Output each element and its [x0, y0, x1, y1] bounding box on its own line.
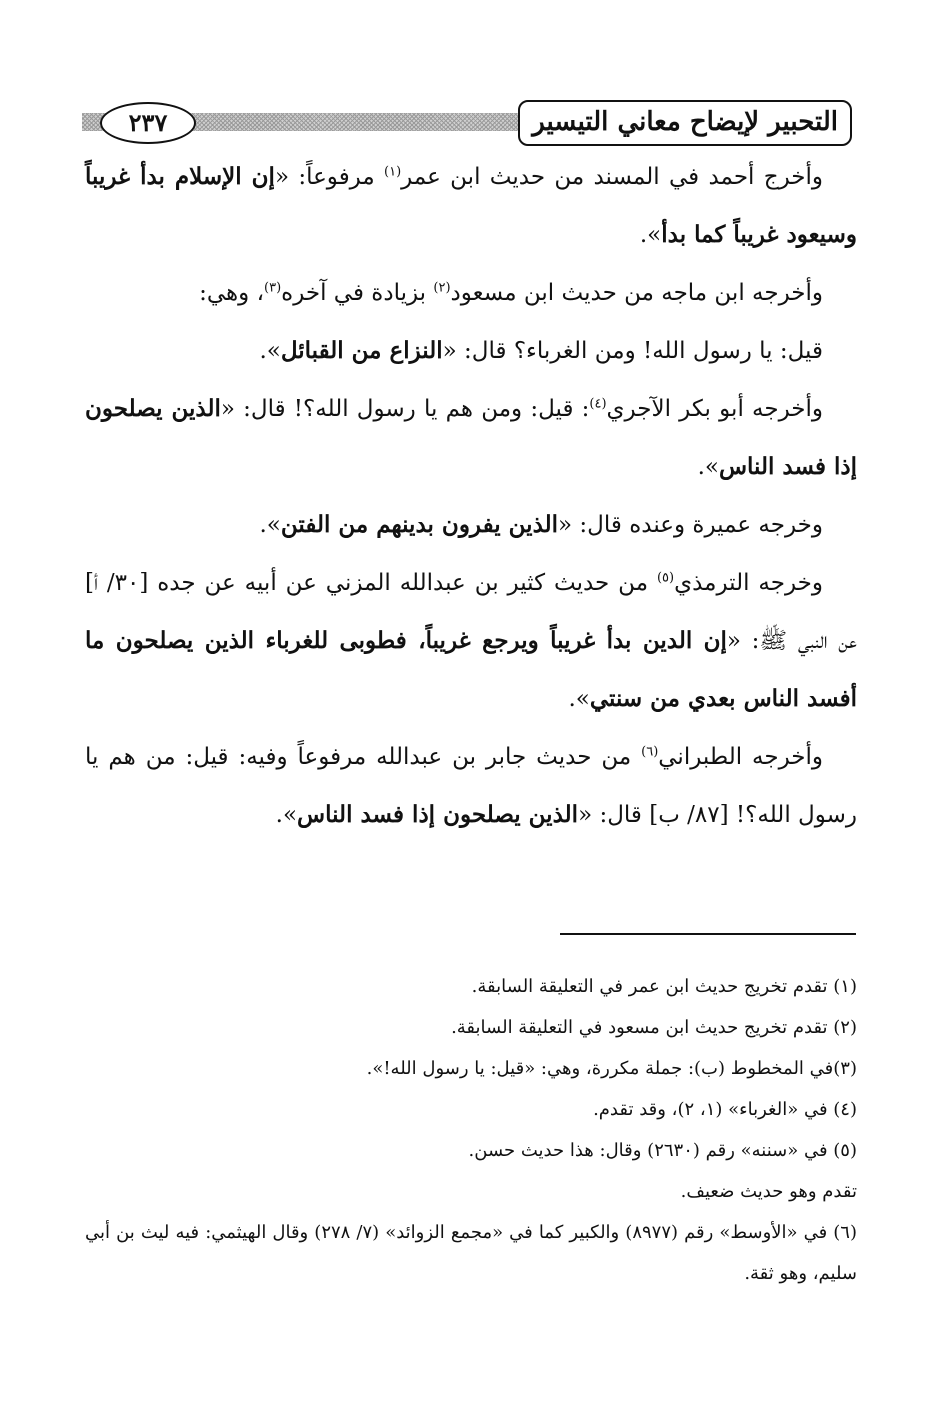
hadith-quote: إن الدين بدأ غريباً ويرجع غريباً، فطوبى للغرباء الذين يصلحون ما أفسد الناس بعدي من سنتي [85, 627, 857, 712]
footnote: (٥) في «سننه» رقم (٢٦٣٠) وقال: هذا حديث حسن. [468, 1140, 857, 1161]
footnote-ref: (١) [384, 164, 402, 180]
text-run: ». [697, 454, 719, 480]
footnote-ref: (٣) [264, 280, 282, 296]
text-run: بزيادة في آخره [281, 280, 434, 306]
paragraph [85, 728, 857, 844]
text-run: وأخرجه ابن ماجه من حديث ابن مسعود [450, 280, 823, 306]
footnote-ref: (٥) [656, 570, 675, 586]
text-run: وأخرج أحمد في المسند من حديث ابن عمر [401, 164, 823, 190]
text-run: وخرجه الترمذي [674, 570, 823, 596]
main-text [85, 148, 857, 844]
hadith-quote: الذين يصلحون إذا فسد الناس [297, 801, 579, 828]
text-run: ». [275, 802, 298, 828]
footnotes [85, 966, 857, 1294]
paragraph [85, 554, 857, 728]
paragraph [85, 264, 857, 322]
hadith-quote: الذين يفرون بدينهم من الفتن [280, 511, 559, 538]
footnote: (٢) تقدم تخريج حديث ابن مسعود في التعليقة السابقة. [451, 1017, 857, 1038]
footnote: (٤) في «الغرباء» (١، ٢)، وقد تقدم. [593, 1099, 857, 1120]
text-run: ». [639, 222, 662, 248]
text-run: ». [259, 512, 281, 538]
text-run: ». [259, 338, 281, 364]
footnote: (٦) في «الأوسط» رقم (٨٩٧٧) والكبير كما في «مجمع الزوائد» (٧/ ٢٧٨) وقال الهيثمي: فيه ليث بن أبي سليم، وهو ثقة. [85, 1222, 857, 1284]
text-run: وخرجه عميرة وعنده قال: « [558, 512, 823, 538]
footnote: تقدم وهو حديث ضعيف. [680, 1181, 857, 1202]
footnote-ref: (٤) [589, 396, 607, 412]
text-run: : قيل: ومن هم يا رسول الله؟! قال: « [220, 396, 590, 422]
paragraph [85, 380, 857, 496]
text-run: وأخرجه الطبراني [658, 744, 824, 770]
text-run: من حديث جابر بن عبدالله مرفوعاً وفيه: قيل: من هم يا رسول الله؟! [٨٧/ ب] قال: « [85, 744, 857, 828]
text-run: وأخرجه أبو بكر الآجري [606, 396, 823, 422]
text-run: مرفوعاً: « [274, 164, 384, 190]
hadith-quote: إن الإسلام بدأ غريباً وسيعود غريباً كما بدأ [85, 163, 857, 248]
running-header [82, 100, 852, 146]
book-title: التحبير لإيضاح معاني التيسير [518, 100, 852, 146]
footnote: (٣)في المخطوط (ب): جملة مكررة، وهي: «قيل: يا رسول الله!». [366, 1058, 857, 1079]
text-run: ، وهي: [199, 280, 264, 306]
footnote-ref: (٢) [433, 280, 451, 296]
paragraph [85, 148, 857, 264]
paragraph [85, 496, 857, 554]
footnote-ref: (٦) [641, 744, 659, 760]
hadith-quote: الذين يصلحون إذا فسد الناس [85, 395, 857, 480]
text-run: قيل: يا رسول الله! ومن الغرباء؟ قال: « [442, 338, 823, 364]
paragraph [85, 322, 857, 380]
footnote-separator [560, 933, 856, 935]
footnote: (١) تقدم تخريج حديث ابن عمر في التعليقة السابقة. [471, 976, 857, 997]
page-number: ٢٣٧ [100, 102, 196, 144]
hadith-quote: النزاع من القبائل [280, 337, 443, 364]
text-run: من حديث كثير بن عبدالله المزني عن أبيه عن جده [٣٠/ أ] عن النبي ﷺ: « [85, 570, 857, 654]
text-run: ». [568, 686, 590, 712]
